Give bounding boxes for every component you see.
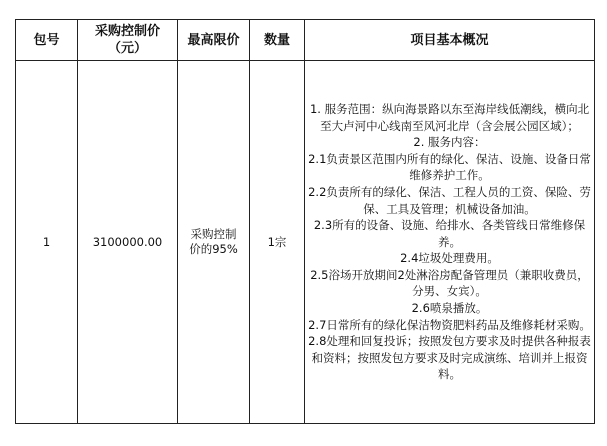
- overview-line: 2.3所有的设备、设施、给排水、各类管线日常维修保养。: [313, 218, 586, 249]
- cell-package: 1: [16, 61, 78, 424]
- header-budget: [78, 20, 178, 61]
- overview-line: 2.4垃圾处理费用。: [400, 251, 499, 266]
- max-price-line2: 价的95%: [189, 242, 238, 256]
- overview-line: 2.5浴场开放期间2处淋浴房配备管理员（兼职收费员，分男、女宾）。: [310, 267, 589, 299]
- header-row: [16, 20, 595, 61]
- overview-line: 2. 服务内容：: [413, 135, 486, 150]
- overview-line: 2.1负责景区范围内所有的绿化、保洁、设施、设备日常维修养护工作。: [308, 151, 591, 183]
- header-budget-line2: （元）: [107, 41, 147, 56]
- cell-max-price: [178, 61, 250, 424]
- overview-line: 2.2负责所有的绿化、保洁、工程人员的工资、保险、劳保、工具及管理；机械设备加油。: [308, 184, 591, 216]
- overview-line: 1. 服务范围：纵向海景路以东至海岸线低潮线，横向北至大卢河中心线南至风河北岸（含会展公园区域）；: [309, 101, 590, 133]
- header-quantity: 数量: [250, 20, 305, 61]
- procurement-table: [15, 19, 595, 424]
- cell-overview: [305, 61, 595, 424]
- header-package: 包号: [16, 20, 78, 61]
- header-max-price: 最高限价: [178, 20, 250, 61]
- header-overview: 项目基本概况: [305, 20, 595, 61]
- overview-line: 2.7日常所有的绿化保洁物资肥料药品及维修耗材采购。: [308, 317, 591, 332]
- cell-quantity: 1宗: [250, 61, 305, 424]
- max-price-line1: 采购控制: [190, 227, 237, 241]
- table-row: [16, 61, 595, 424]
- overview-line: 2.8处理和回复投诉；按照发包方要求及时提供各种报表和资料；按照发包方要求及时完成演练、培训并上报资料。: [308, 334, 591, 382]
- overview-line: 2.6喷泉播放。: [411, 301, 488, 316]
- cell-budget: 3100000.00: [78, 61, 178, 424]
- header-budget-line1: 采购控制价: [94, 24, 160, 39]
